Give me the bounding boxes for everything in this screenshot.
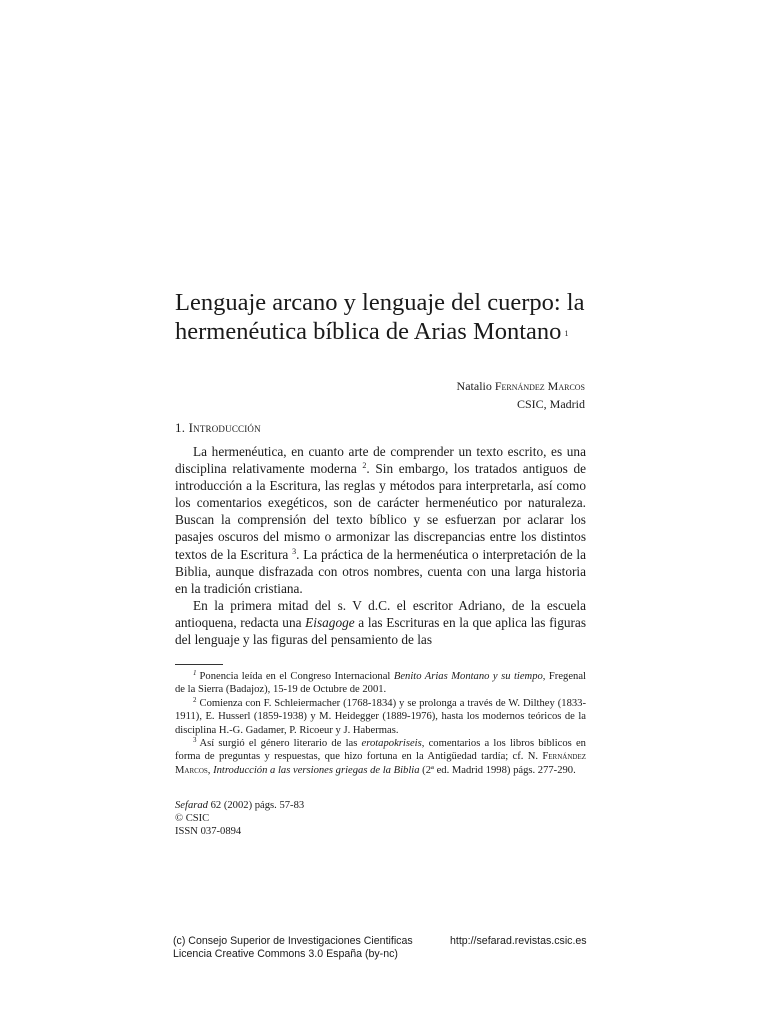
- footnote-3: [175, 737, 586, 777]
- body-paragraph-1: [175, 443, 586, 597]
- license-line-2: Licencia Creative Commons 3.0 España (by-nc): [173, 948, 398, 960]
- article-title-text: Lenguaje arcano y lenguaje del cuerpo: la hermenéutica bíblica de Arias Montano: [175, 289, 585, 345]
- footnote-1: [175, 670, 586, 697]
- license-line-1: (c) Consejo Superior de Investigaciones Cientificas: [173, 935, 413, 947]
- footnote-3-text-b: , comentarios a los libros bíblicos en forma de preguntas y respuestas, que hizo fortuna en la Antigüedad tardía; cf. N.: [175, 738, 586, 763]
- body-text: [175, 443, 586, 648]
- journal-citation: [175, 799, 304, 812]
- article-title: [175, 288, 595, 348]
- p1-text-a: La hermenéutica, en cuanto arte de comprender un texto escrito, es una disciplina relativamente moderna: [175, 444, 586, 477]
- p2-text-a: En la primera mitad del s. V d.C. el escritor Adriano, de la escuela antioquena, redacta una: [175, 597, 586, 630]
- journal-copyright: © CSIC: [175, 813, 210, 824]
- p1-text-c: . La práctica de la hermenéutica o interpretación de la Biblia, aunque disfrazada con otros nombres, cuenta con una larga historia en la tradición cristiana.: [175, 546, 587, 596]
- journal-citation-text: 62 (2002) págs. 57-83: [207, 800, 305, 811]
- body-paragraph-2: [175, 597, 586, 648]
- footnote-3-text-a: Así surgió el género literario de las: [199, 738, 362, 750]
- p2-text-b: a las Escrituras en la que aplica las figuras del lenguaje y las figuras del pensamiento de las: [175, 614, 586, 648]
- footnote-marker-2: 2: [362, 461, 367, 471]
- author-block: [457, 377, 585, 413]
- author-name: [457, 377, 585, 395]
- section-heading: 1. Introducción: [175, 420, 261, 435]
- footnotes: [175, 670, 586, 777]
- footnote-2-text: Comienza con F. Schleiermacher (1768-1834) y se prolonga a través de W. Dilthey (1833-1911), E. Husserl (1859-1938) y M. Heidegger (1889-1976), hasta los modernos teóricos de la disciplina H.-G. Gadamer, P. Ricoeur y J. Habermas.: [175, 697, 586, 736]
- footnote-3-author: Fernández Marcos: [175, 751, 586, 776]
- author-affiliation: CSIC, Madrid: [516, 397, 585, 411]
- footnote-1-text-b: , Fregenal de la Sierra (Badajoz), 15-19 de Octubre de 2001.: [175, 671, 586, 696]
- journal-info: [175, 799, 304, 838]
- footnote-1-text-a: Ponencia leída en el Congreso Internacional: [199, 671, 394, 682]
- footnote-1-number: 1: [193, 669, 197, 677]
- footnote-3-text-c: ,: [207, 764, 214, 776]
- author-last-name: Fernández Marcos: [494, 379, 585, 393]
- footnote-divider: [175, 664, 223, 665]
- p1-text-b: . Sin embargo, los tratados antiguos de introducción a la Escritura, las reglas y métodos para interpretarla, así como los comentarios exegéticos, son de carácter hermenéutico por naturaleza. Buscan la comprensión del texto bíblico y se esfuerzan por aclarar los pasajes oscuros del mismo o armonizar las discrepancias entre los distintos textos de la Escritura: [175, 461, 586, 562]
- footnote-marker-3: 3: [292, 546, 297, 556]
- author-first-name: Natalio: [456, 379, 495, 393]
- footnote-1-italic: Benito Arias Montano y su tiempo: [393, 671, 543, 682]
- title-footnote-marker: 1: [564, 329, 569, 338]
- journal-issn: ISSN 037-0894: [175, 826, 242, 837]
- footnote-2-number: 2: [193, 695, 197, 704]
- footnote-3-italic-2: Introducción a las versiones griegas de la Biblia: [213, 764, 420, 776]
- footnote-3-number: 3: [193, 736, 197, 745]
- journal-name: Sefarad: [175, 800, 208, 811]
- p2-italic-term: Eisagoge: [305, 614, 355, 630]
- license-notice: [173, 935, 413, 961]
- footnote-3-text-d: (2ª ed. Madrid 1998) págs. 277-290.: [419, 764, 576, 776]
- footnote-3-italic-1: erotapokriseis: [361, 738, 422, 750]
- journal-url[interactable]: http://sefarad.revistas.csic.es: [450, 935, 587, 947]
- footnote-2: [175, 697, 586, 737]
